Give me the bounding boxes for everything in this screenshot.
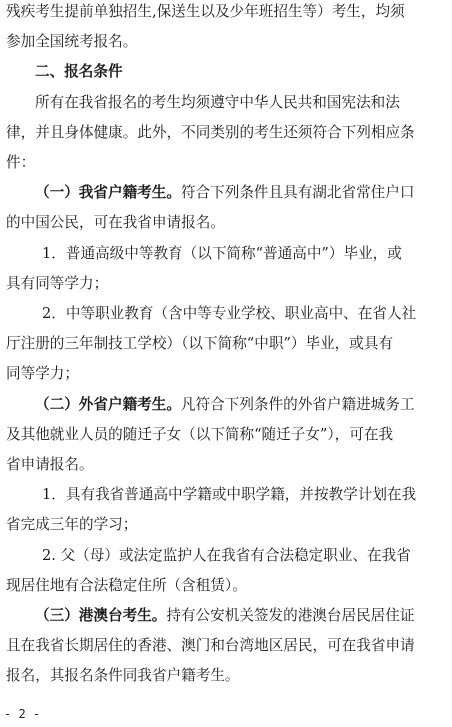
subsection-title: （三）港澳台考生。 (35, 607, 167, 624)
paragraph-line: 省完成三年的学习； (6, 516, 138, 534)
paragraph-line: 所有在我省报名的考生均须遵守中华人民共和国宪法和法 (35, 93, 400, 111)
paragraph-line: 参加全国统考报名。 (6, 33, 138, 51)
paragraph-line: 件： (6, 154, 36, 171)
section-heading: 二、报名条件 (35, 63, 123, 81)
paragraph-line: 同等学力； (6, 365, 79, 383)
paragraph-line: 律，并且身体健康。此外，不同类别的考生还须符合下列相应条 (6, 123, 415, 141)
paragraph-line: 残疾考生提前单独招生,保送生以及少年班招生等）考生，均须 (6, 3, 405, 20)
paragraph-line: 且在我省长期居住的香港、澳门和台湾地区居民，可在我省申请 (6, 637, 415, 655)
page-number: - 2 - (4, 707, 41, 721)
paragraph-line: 厅注册的三年制技工学校）（以下简称“中职”）毕业，或具有 (6, 335, 394, 353)
subsection-line (35, 606, 446, 626)
subsection-text: 凡符合下列条件的外省户籍进城务工 (180, 395, 415, 413)
paragraph-line: 现居住地有合法稳定住所（含租赁）。 (6, 576, 247, 594)
paragraph-line: 及其他就业人员的随迁子女（以下简称“随迁子女”），可在我 (6, 425, 394, 443)
paragraph-line: 省申请报名。 (6, 456, 94, 473)
subsection-line (35, 395, 446, 415)
paragraph-line: 具有同等学力； (6, 274, 109, 292)
list-item-line: 1．具有我省普通高中学籍或中职学籍，并按教学计划在我 (42, 486, 417, 504)
paragraph-line: 报名，其报名条件同我省户籍考生。 (6, 667, 240, 685)
subsection-title: （一）我省户籍考生。 (35, 184, 181, 202)
subsection-line (35, 183, 446, 203)
subsection-title: （二）外省户籍考生。 (35, 395, 181, 413)
list-item-line: 1．普通高级中等教育（以下简称“普通高中”）毕业，或 (42, 244, 402, 262)
subsection-text: 持有公安机关签发的港澳台居民居住证 (166, 607, 415, 624)
list-item-line: 2. 父（母）或法定监护人在我省有合法稳定职业、在我省 (42, 546, 411, 564)
list-item-line: 2．中等职业教育（含中等专业学校、职业高中、在省人社 (42, 305, 417, 322)
subsection-text: 符合下列条件且具有湖北省常住户口 (180, 184, 415, 202)
paragraph-line: 的中国公民，可在我省申请报名。 (6, 214, 225, 232)
